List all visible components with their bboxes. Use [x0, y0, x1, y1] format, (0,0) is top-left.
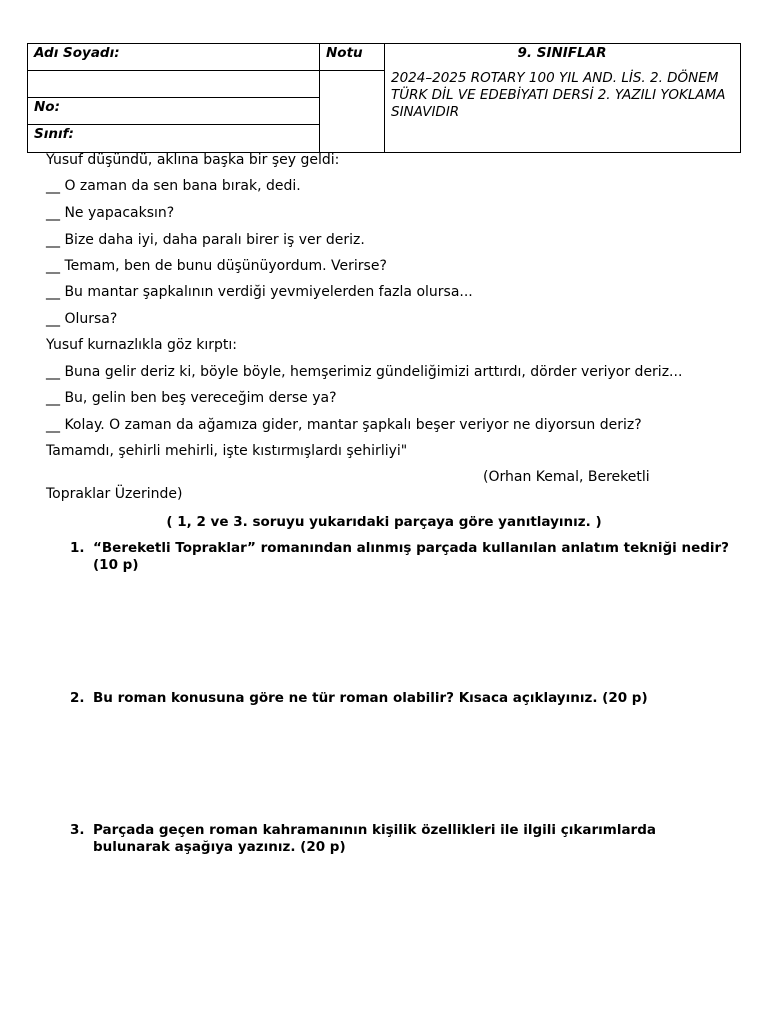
question-2 [70, 690, 730, 707]
question-3 [70, 822, 730, 856]
question-number: 2. [70, 690, 85, 706]
table-divider [27, 97, 319, 98]
question-1 [70, 540, 730, 574]
passage-line: Tamamdı, şehirli mehirli, işte kıstırmışlardı şehirliyi" [46, 443, 408, 459]
class-label: Sınıf: [34, 126, 74, 142]
instruction-text: ( 1, 2 ve 3. soruyu yukarıdaki parçaya göre yanıtlayınız. ) [166, 514, 602, 530]
passage-line: __ Olursa? [46, 311, 118, 327]
passage-citation: (Orhan Kemal, Bereketli [483, 469, 650, 485]
passage-line: Yusuf düşündü, aklına başka bir şey geldi: [46, 152, 340, 168]
passage-line: __ Temam, ben de bunu düşünüyordum. Verirse? [46, 258, 387, 274]
passage-line: __ Buna gelir deriz ki, böyle böyle, hemşerimiz gündeliğimizi arttırdı, dörder veriyor deriz... [46, 364, 683, 380]
passage-line: __ O zaman da sen bana bırak, dedi. [46, 178, 301, 194]
grade-label: Notu [326, 45, 363, 61]
passage-line: __ Bu mantar şapkalının verdiği yevmiyelerden fazla olursa... [46, 284, 473, 300]
passage-line: __ Ne yapacaksın? [46, 205, 175, 221]
passage-line: __ Bu, gelin ben beş vereceğim derse ya? [46, 390, 337, 406]
exam-info: 2024–2025 ROTARY 100 YIL AND. LİS. 2. DÖNEM TÜRK DİL VE EDEBİYATI DERSİ 2. YAZILI YOKLAMA SINAVIDIR [391, 70, 726, 120]
question-text: Bu roman konusuna göre ne tür roman olabilir? Kısaca açıklayınız. (20 p) [93, 690, 648, 706]
passage-citation: Topraklar Üzerinde) [46, 486, 183, 502]
name-label: Adı Soyadı: [34, 45, 120, 61]
passage-line: Yusuf kurnazlıkla göz kırptı: [46, 337, 238, 353]
passage-line: __ Kolay. O zaman da ağamıza gider, mantar şapkalı beşer veriyor ne diyorsun deriz? [46, 417, 642, 433]
name-field[interactable] [28, 71, 318, 97]
question-number: 3. [70, 822, 85, 838]
grade-field[interactable] [320, 71, 383, 152]
class-title: 9. SINIFLAR [517, 45, 607, 61]
question-text: Parçada geçen roman kahramanının kişilik özellikleri ile ilgili çıkarımlarda bulunarak aşağıya yazınız. (20 p) [93, 822, 656, 855]
question-text: “Bereketli Topraklar” romanından alınmış parçada kullanılan anlatım tekniği nedir? (10 p) [93, 540, 730, 573]
student-no-label: No: [34, 99, 60, 115]
question-number: 1. [70, 540, 85, 556]
passage-line: __ Bize daha iyi, daha paralı birer iş ver deriz. [46, 232, 365, 248]
